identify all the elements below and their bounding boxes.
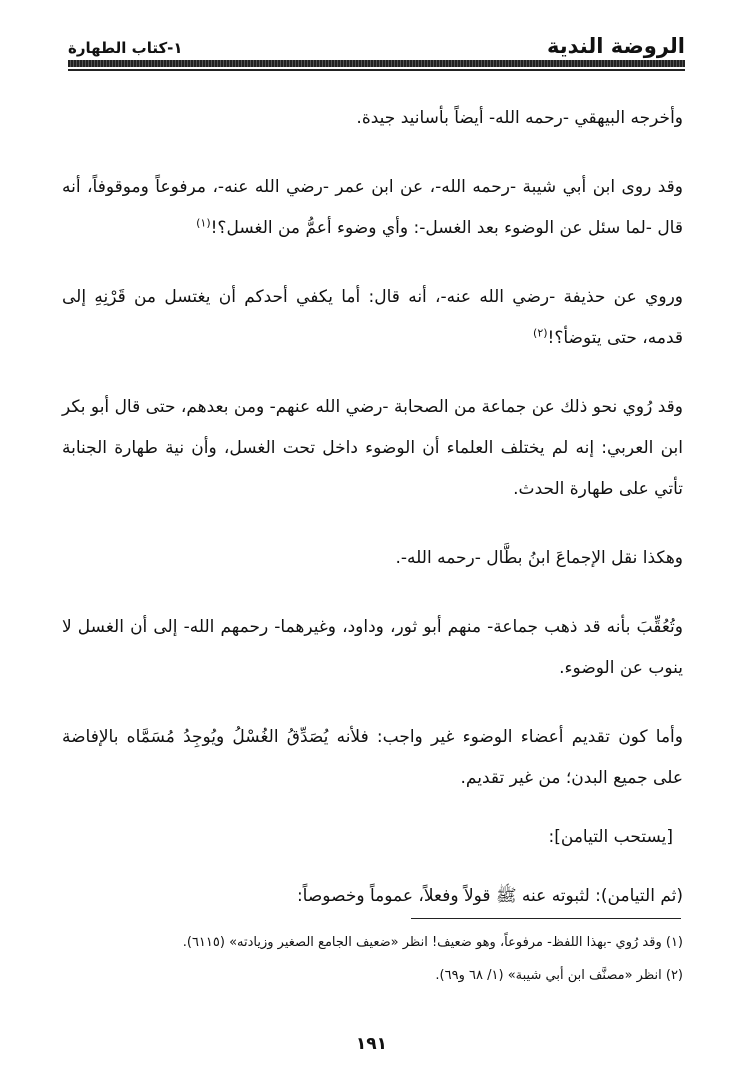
footnote: (١) وقد رُوي -بهذا اللفظ- مرفوعاً، وهو ضعيف! انظر «ضعيف الجامع الصغير وزيادته» (٦١١٥). bbox=[182, 935, 683, 950]
paragraph: (ثم التيامن): لثبوته عنه ﷺ قولاً وفعلاً، عموماً وخصوصاً: bbox=[296, 886, 683, 906]
paragraph: وقد رُوي نحو ذلك عن جماعة من الصحابة -رضي الله عنهم- ومن بعدهم، حتى قال أبو بكر ابن العربي: إنه لم يختلف العلماء أن الوضوء داخل تحت الغسل، وأن نية طهارة الجنابة تأتي على طهارة الحدث. bbox=[62, 397, 683, 499]
paragraph: وروي عن حذيفة -رضي الله عنه-، أنه قال: أما يكفي أحدكم أن يغتسل من قَرْنِهِ إلى قدمه، حتى يتوضأ؟!$^{(٢)}$ bbox=[62, 287, 683, 348]
paragraph: وقد روى ابن أبي شيبة -رحمه الله-، عن ابن عمر -رضي الله عنه-، مرفوعاً وموقوفاً، أنه قال -لما سئل عن الوضوء بعد الغسل-: وأي وضوء أعمُّ من الغسل؟!$^{(١)}$ bbox=[62, 177, 683, 238]
header-rule-thick bbox=[68, 60, 685, 67]
footnote-separator bbox=[411, 918, 681, 919]
footnotes bbox=[62, 926, 683, 992]
paragraph: وأخرجه البيهقي -رحمه الله- أيضاً بأسانيد جيدة. bbox=[356, 108, 683, 128]
chapter-title: ١-كتاب الطهارة bbox=[68, 39, 183, 57]
footnote: (٢) انظر «مصنَّف ابن أبي شيبة» (١/ ٦٨ و٦٩). bbox=[435, 968, 683, 983]
paragraph: وهكذا نقل الإجماعَ ابنُ بطَّال -رحمه الله-. bbox=[395, 548, 683, 568]
page-body bbox=[62, 98, 683, 945]
page-header bbox=[68, 30, 685, 58]
footnote-reference[interactable]: (١) bbox=[196, 216, 211, 230]
paragraph: وتُعُقِّبَ بأنه قد ذهب جماعة- منهم أبو ثور، وداود، وغيرهما- رحمهم الله- إلى أن الغسل لا ينوب عن الوضوء. bbox=[62, 617, 683, 678]
section-heading: [يستحب التيامن]: bbox=[548, 827, 673, 847]
paragraph: وأما كون تقديم أعضاء الوضوء غير واجب: فلأنه يُصَدِّقُ الغُسْلُ ويُوجِدُ مُسَمَّاه بالإفاضة على جميع البدن؛ من غير تقديم. bbox=[62, 727, 683, 788]
page-number: ١٩١ bbox=[355, 1034, 388, 1054]
book-title: الروضة الندية bbox=[547, 34, 685, 58]
header-rule-thin bbox=[68, 69, 685, 71]
footnote-reference[interactable]: (٢) bbox=[533, 326, 548, 340]
